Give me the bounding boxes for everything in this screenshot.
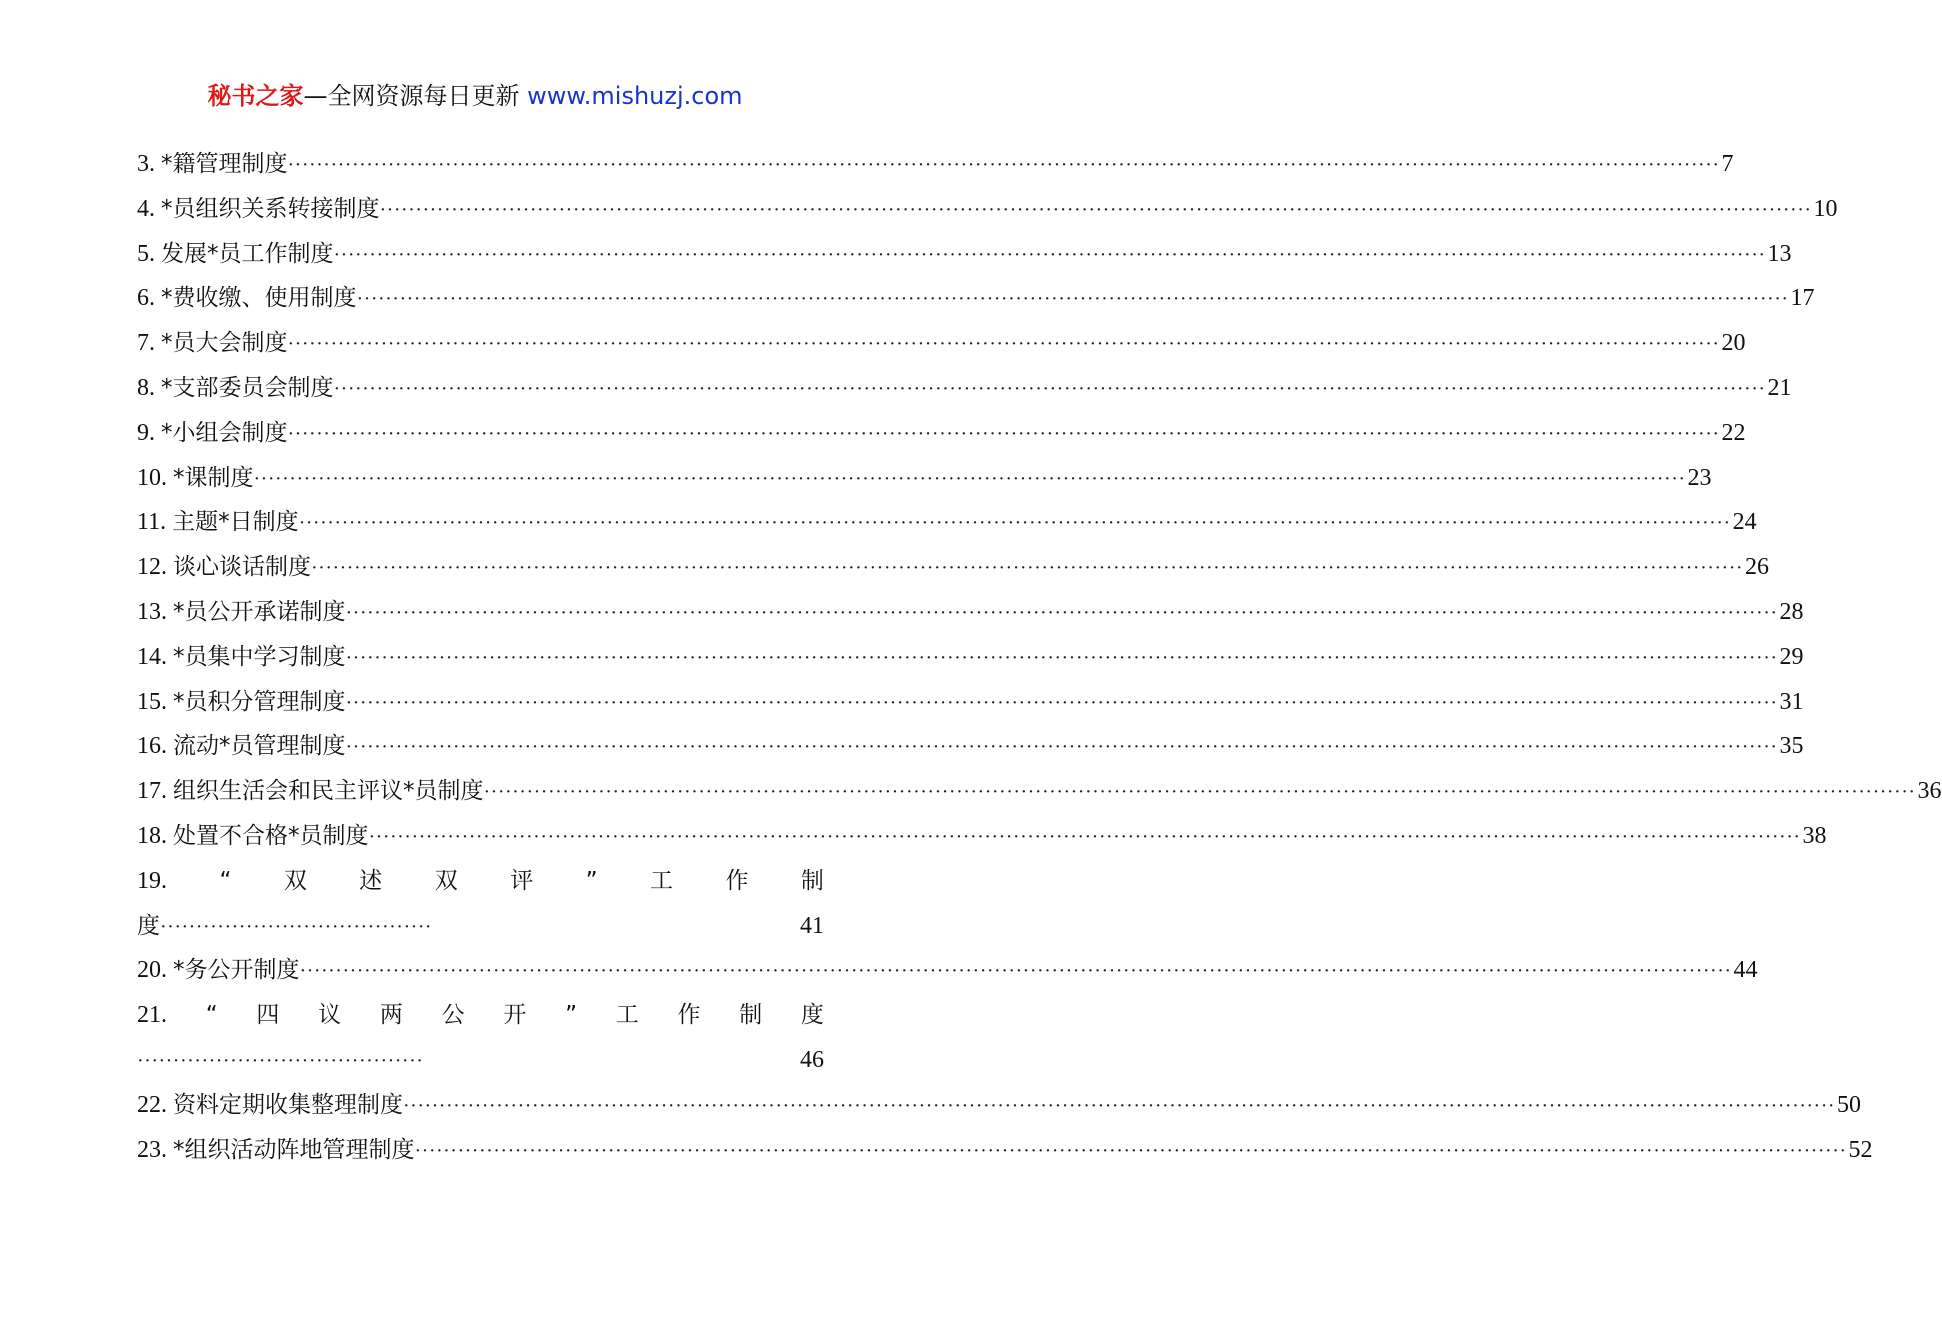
toc-dot-leader: ········································································································································································································ [345,601,1778,624]
toc-entry[interactable] [137,232,1792,277]
toc-entry-title-char: 公 [441,1002,465,1029]
toc-dot-leader: ········································································································································································································ [287,422,1720,445]
toc-entry-number: 12. [137,554,167,581]
toc-entry-number: 7. [137,330,155,357]
toc-page-number: 28 [1779,598,1804,625]
toc-dot-leader: ········································································································································································································ [333,377,1766,400]
toc-page-number: 24 [1732,509,1757,536]
toc-dot-leader: ······································ [160,915,433,938]
toc-entry-title: 资料定期收集整理制度 [173,1091,403,1118]
toc-dot-leader: ········································································································································································································ [379,198,1812,221]
toc-dot-leader: ········································································································································································································ [298,512,1731,535]
toc-entry[interactable] [137,590,1804,635]
toc-entry-number: 18. [137,822,167,849]
toc-entry-title: *员大会制度 [161,330,288,357]
toc-page-number: 22 [1721,419,1746,446]
toc-entry-spread-line [137,859,824,904]
toc-entry-title-char: 两 [379,1002,403,1029]
toc-entry[interactable] [137,769,1942,814]
toc-entry-spread-line [137,993,824,1038]
toc-entry-title-char: 作 [677,1002,701,1029]
toc-dot-leader: ········································································································································································································ [333,243,1766,266]
toc-entry-title-char: 作 [725,867,749,894]
toc-entry-title: 谈心谈话制度 [173,554,311,581]
toc-page-number: 23 [1687,464,1712,491]
toc-entry-number: 13. [137,598,167,625]
toc-dot-leader: ········································································································································································································ [287,333,1720,356]
toc-entry[interactable] [137,1128,1873,1173]
toc-dot-leader: ········································································································································································································ [403,1094,1836,1117]
toc-dot-leader: ········································································································································································································ [345,736,1778,759]
toc-entry-number: 3. [137,151,155,177]
toc-entry-title: 处置不合格*员制度 [173,822,369,849]
toc-entry[interactable] [137,859,824,949]
toc-entry-number: 15. [137,688,167,715]
toc-entry-number: 14. [137,643,167,670]
toc-entry-title: *员集中学习制度 [173,643,346,670]
toc-entry-title-char: 度 [800,1002,824,1029]
toc-entry-number: 16. [137,733,167,760]
toc-dot-leader: ········································································································································································································ [299,960,1732,983]
toc-page-number: 7 [1721,151,1734,177]
toc-entry-title: *课制度 [173,464,254,491]
toc-dot-leader: ········································································································································································································ [311,557,1744,580]
toc-entry-number: 17. [137,778,167,805]
toc-entry-title: *务公开制度 [173,957,300,984]
toc-entry[interactable] [137,456,1712,501]
toc-page-number: 21 [1767,374,1792,401]
toc-entry-number: 22. [137,1091,167,1118]
toc-dot-leader: ········································ [137,1049,424,1072]
toc-entry[interactable] [137,321,1746,366]
toc-entry[interactable] [137,680,1804,725]
page-header [0,80,950,112]
toc-entry-title: *籍管理制度 [161,151,288,177]
toc-entry-title: 发展*员工作制度 [161,240,334,267]
toc-entry-continuation-line [137,1038,824,1083]
toc-entry-continuation-line [137,904,824,949]
toc-page-number: 13 [1767,240,1792,267]
toc-entry[interactable] [137,948,1758,993]
toc-entry-number: 6. [137,285,155,312]
toc-entry-title: *员积分管理制度 [173,688,346,715]
toc-entry-number: 5. [137,240,155,267]
toc-dot-leader: ········································································································································································································ [483,781,1916,804]
toc-entry-number: 20. [137,957,167,984]
toc-page-number: 46 [800,1046,824,1073]
toc-entry-title-char: 工 [650,867,674,894]
toc-entry-number: 23. [137,1136,167,1163]
toc-entry-title-char: 双 [283,867,307,894]
toc-dot-leader: ········································································································································································································ [368,825,1801,848]
toc-entry-title-char: 工 [615,1002,639,1029]
toc-entry-number: 19. [137,867,167,894]
toc-entry[interactable] [137,142,1734,187]
toc-page-number: 41 [800,912,824,939]
toc-entry-number: 4. [137,195,155,222]
toc-entry[interactable] [137,993,824,1083]
toc-entry-number: 11. [137,509,167,536]
toc-entry[interactable] [137,545,1770,590]
toc-entry[interactable] [137,724,1804,769]
toc-dot-leader: ········································································································································································································ [287,154,1720,176]
toc-page-number: 20 [1721,330,1746,357]
toc-entry-title-char: 四 [256,1002,280,1029]
toc-entry[interactable] [137,1083,1862,1128]
toc-entry[interactable] [137,276,1815,321]
brand-name: 秘书之家 [207,82,304,110]
toc-entry-title-char: ” [585,867,598,894]
toc-entry-title-continuation: 度 [137,912,160,939]
toc-entry-title-char: 评 [510,867,534,894]
toc-entry-title-char: 议 [318,1002,342,1029]
toc-dot-leader: ········································································································································································································ [345,691,1778,714]
toc-entry-title-char: “ [219,867,232,894]
toc-entry[interactable] [137,635,1804,680]
toc-page-number: 26 [1745,554,1770,581]
toc-page-number: 52 [1848,1136,1873,1163]
toc-entry-number: 8. [137,374,155,401]
toc-page-number: 50 [1837,1091,1862,1118]
header-tagline: —全网资源每日更新 [303,82,520,110]
toc-entry[interactable] [137,814,1827,859]
toc-page-number: 35 [1779,733,1804,760]
toc-page-number: 31 [1779,688,1804,715]
toc-entry-title: *小组会制度 [161,419,288,446]
toc-page-number: 44 [1733,957,1758,984]
toc-entry-title-char: 双 [434,867,458,894]
toc-entry-title-char: ” [565,1002,577,1029]
toc-entry[interactable] [137,187,1838,232]
table-of-contents [137,142,1942,1172]
toc-dot-leader: ········································································································································································································ [356,288,1789,311]
toc-entry-title: *员公开承诺制度 [173,598,346,625]
toc-entry-title: 流动*员管理制度 [173,733,346,760]
site-url[interactable]: www.mishuzj.com [527,82,743,110]
toc-entry-number: 21. [137,1002,167,1029]
toc-entry-title-char: 制 [800,867,824,894]
toc-entry-title: 主题*日制度 [172,509,299,536]
toc-dot-leader: ········································································································································································································ [253,467,1686,490]
toc-entry-title-char: 述 [359,867,383,894]
toc-entry-title: 组织生活会和民主评议*员制度 [173,778,484,805]
toc-entry-title-char: 开 [503,1002,527,1029]
toc-page-number: 38 [1802,822,1827,849]
toc-entry[interactable] [137,411,1746,456]
toc-entry-number: 10. [137,464,167,491]
toc-entry[interactable] [137,366,1792,411]
toc-entry-title-char: “ [205,1002,218,1029]
toc-entry-title-char: 制 [739,1002,763,1029]
toc-entry-title: *支部委员会制度 [161,374,334,401]
toc-page-number: 10 [1813,195,1838,222]
toc-dot-leader: ········································································································································································································ [345,646,1778,669]
toc-page-number: 17 [1790,285,1815,312]
toc-page-number: 36 [1917,778,1942,805]
toc-dot-leader: ········································································································································································································ [414,1139,1847,1162]
toc-entry-title: *员组织关系转接制度 [161,195,380,222]
toc-entry-number: 9. [137,419,155,446]
toc-entry-title: *组织活动阵地管理制度 [173,1136,415,1163]
toc-page-number: 29 [1779,643,1804,670]
toc-entry[interactable] [137,500,1757,545]
toc-entry-title: *费收缴、使用制度 [161,285,357,312]
